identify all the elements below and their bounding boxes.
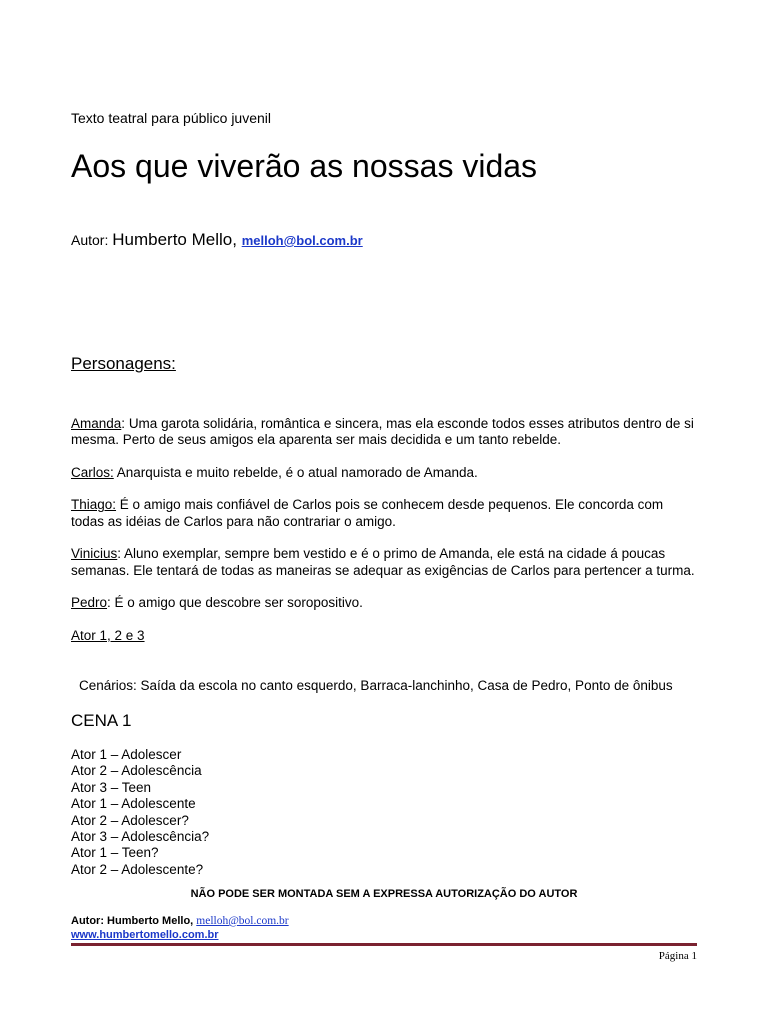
dialogue-line: Ator 1 – Adolescer [71,747,182,762]
character-name: Thiago: [71,497,117,513]
footer-website-link[interactable]: www.humbertomello.com.br [71,929,219,941]
dialogue-line: Ator 3 – Teen [71,779,152,795]
character-entry [71,416,699,449]
dialogue-line: Ator 2 – Adolescer? [71,812,189,828]
dialogue-line: Ator 1 – Adolescente [71,796,196,812]
character-description: Anarquista e muito rebelde, é o atual namorado de Amanda. [116,464,478,480]
character-entry [71,465,699,481]
author-email-link[interactable]: melloh@bol.com.br [241,233,363,248]
scene-heading: CENA 1 [71,711,132,730]
author-line [71,230,363,250]
character-entry [71,628,699,644]
character-entry [71,595,699,611]
dialogue-line: Ator 3 – Adolescência? [71,829,210,845]
character-entry [71,497,699,530]
character-description: Uma garota solidária, romântica e sincera, mas ela esconde todos esses atributos dentro de si mesma. Perto de seus amigos ela aparenta ser mais decidida e um tanto rebelde. [71,416,694,448]
copyright-notice: NÃO PODE SER MONTADA SEM A EXPRESSA AUTORIZAÇÃO DO AUTOR [190,888,578,900]
document-subtitle: Texto teatral para público juvenil [71,110,272,126]
character-separator: : [121,416,129,431]
dialogue-line: Ator 2 – Adolescência [71,763,202,779]
character-description: É o amigo mais confiável de Carlos pois se conhecem desde pequenos. Ele concorda com todas as idéias de Carlos para não contrariar o amigo. [71,497,664,529]
dialogue-list [71,747,209,878]
footer-author [71,915,289,927]
footer-email-link[interactable]: melloh@bol.com.br [196,915,289,927]
character-name: Vinicius [71,546,118,562]
footer-author-name: Autor: Humberto Mello, [71,915,197,927]
character-name: Carlos: [71,464,114,480]
dialogue-line: Ator 1 – Teen? [71,845,159,861]
character-entry [71,546,699,579]
characters-heading: Personagens: [71,354,176,373]
page-number: Página 1 [658,950,697,962]
author-label: Autor: [71,232,113,248]
character-separator: : [107,595,115,611]
document-title: Aos que viverão as nossas vidas [71,148,538,184]
character-name: Ator 1, 2 e 3 [71,627,145,643]
dialogue-line: Ator 2 – Adolescente? [71,861,204,877]
character-description: É o amigo que descobre ser soropositivo. [114,595,363,611]
author-name: Humberto Mello, [112,230,242,249]
footer-divider [71,943,697,946]
scenarios-line: Cenários: Saída da escola no canto esquerdo, Barraca-lanchinho, Casa de Pedro, Ponto de ônibus [79,678,673,693]
character-separator: : [117,546,125,562]
character-name: Pedro [71,595,108,611]
characters-list [71,416,699,660]
character-description: Aluno exemplar, sempre bem vestido e é o primo de Amanda, ele está na cidade á poucas semanas. Ele tentará de todas as maneiras se adequar as exigências de Carlos para pertencer a turma. [71,546,695,578]
character-name: Amanda [71,416,122,431]
